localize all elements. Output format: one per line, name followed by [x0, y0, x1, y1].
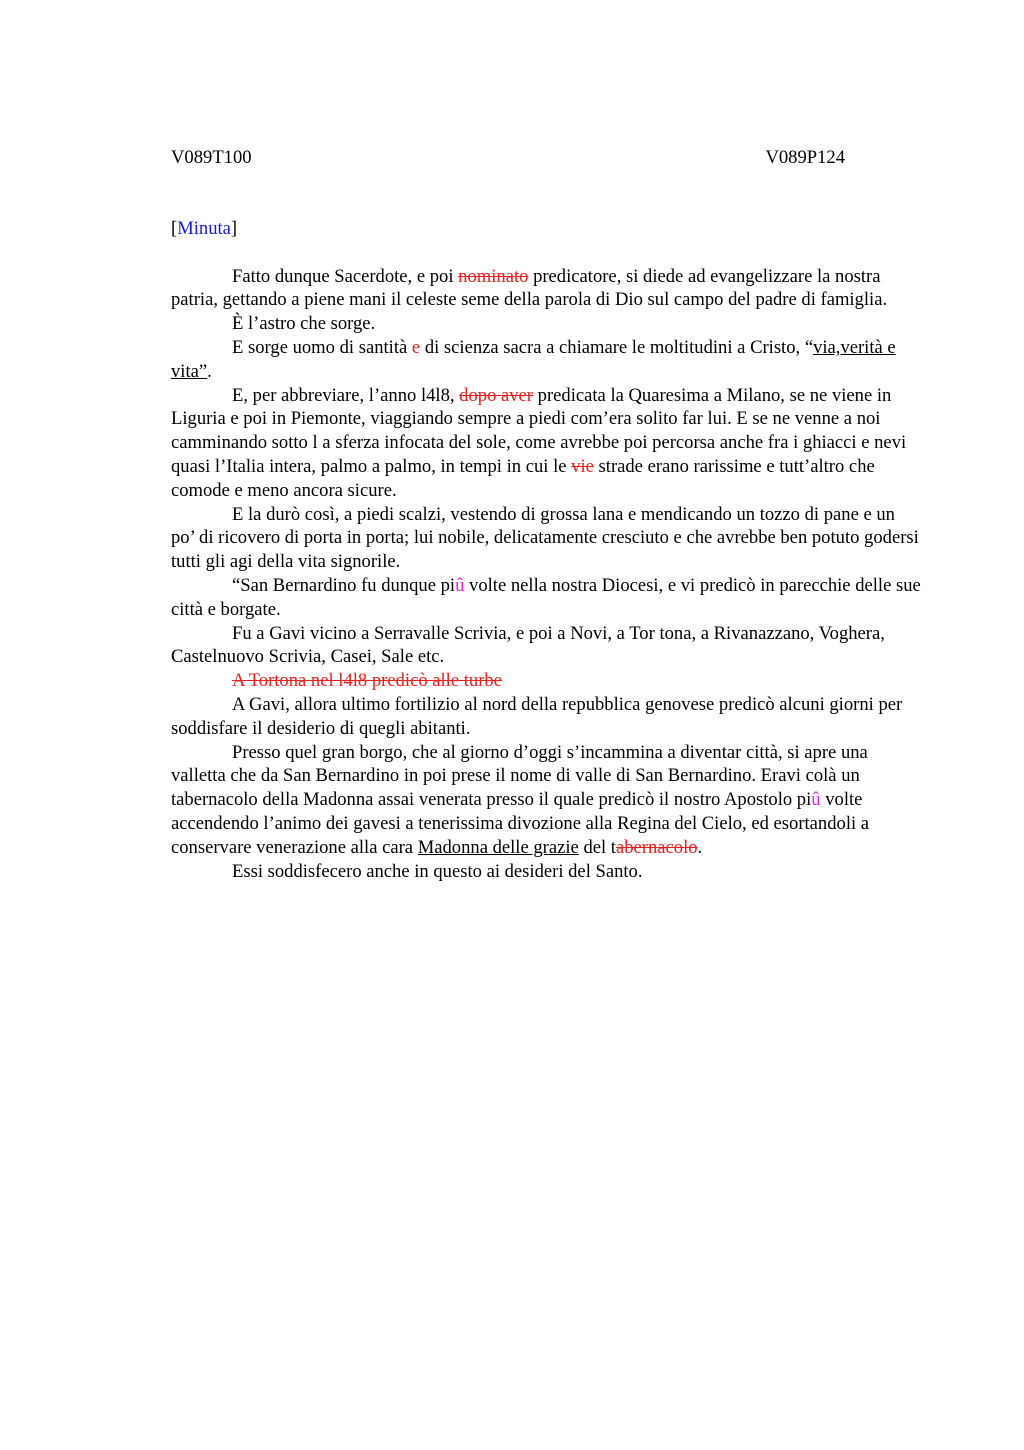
paragraph-5: E la durò così, a piedi scalzi, vestendo di grossa lana e mendicando un tozzo di pane e un po’ di ricovero di porta in porta; lui nobile, delicatamente cresciuto e che avrebbe ben potuto godersi tutti gli agi della vita signorile. — [171, 503, 919, 573]
deleted-text: abernacolo — [615, 836, 698, 858]
text-run: di scienza sacra a chiamare le moltitudini a Cristo, “ — [420, 336, 814, 358]
text-run: predicatore, si diede ad evangelizzare la nostra patria, gettando a piene mani il celeste seme della parola di Dio sul campo del padre di famiglia. — [171, 265, 888, 311]
underlined-text: via,verità e vita” — [171, 336, 896, 382]
marked-text: e — [411, 336, 421, 358]
text-run: E sorge uomo di santità — [232, 336, 412, 358]
corrected-letter: û — [811, 789, 821, 811]
deleted-text: A Tortona nel l4l8 predicò alle turbe — [232, 670, 502, 692]
paragraph-11: Essi soddisfecero anche in questo ai desideri del Santo. — [232, 860, 643, 882]
text-run: “San Bernardino fu dunque pi — [232, 574, 456, 596]
paragraph-9: A Gavi, allora ultimo fortilizio al nord della repubblica genovese predicò alcuni giorni per soddisfare il desiderio di quegli abitanti. — [171, 693, 903, 739]
label-open-bracket: [ — [171, 217, 178, 239]
corrected-letter: û — [455, 574, 465, 596]
text-run: . — [207, 360, 212, 382]
text-run: Fatto dunque Sacerdote, e poi — [232, 265, 459, 287]
paragraph-2: È l’astro che sorge. — [232, 313, 376, 335]
paragraph-4 — [171, 384, 923, 503]
text-run: volte accendendo l’animo dei gavesi a tenerissima divozione alla Regina del Cielo, ed esortandoli a conservare venerazione alla cara — [171, 789, 870, 858]
text-run: strade erano rarissime e tutt’altro che comode e meno ancora sicure. — [171, 455, 875, 501]
paragraph-6 — [171, 574, 923, 622]
document-body — [171, 265, 923, 884]
text-run: volte nella nostra Diocesi, e vi predicò in parecchie delle sue città e borgate. — [171, 574, 921, 620]
document-code-right: V089P124 — [765, 147, 845, 168]
document-code-left: V089T100 — [171, 147, 252, 168]
paragraph-10 — [171, 741, 923, 860]
label-text: Minuta — [177, 217, 231, 239]
paragraph-8 — [171, 669, 923, 693]
deleted-text: vie — [571, 455, 594, 477]
text-run: del t — [578, 836, 616, 858]
text-run: E, per abbreviare, l’anno l4l8, — [232, 384, 460, 406]
text-run: predicata la Quaresima a Milano, se ne viene in Liguria e poi in Piemonte, viaggiando sempre a piedi com’era solito far lui. E se ne venne a noi camminando sotto l a sferza infocata del sole, come avrebbe poi percorsa anche fra i ghiacci e nevi quasi l’Italia intera, palmo a palmo, in tempi in cui le — [171, 384, 907, 477]
document-page — [171, 146, 923, 883]
paragraph-7: Fu a Gavi vicino a Serravalle Scrivia, e poi a Novi, a Tor tona, a Rivanazzano, Voghera, Castelnuovo Scrivia, Casei, Sale etc. — [171, 622, 885, 668]
section-label — [171, 217, 923, 241]
underlined-text: Madonna delle grazie — [417, 836, 579, 858]
paragraph-1 — [171, 265, 923, 313]
deleted-text: nominato — [458, 265, 529, 287]
page-header — [171, 146, 845, 170]
deleted-text: dopo aver — [459, 384, 534, 406]
paragraph-3 — [171, 336, 923, 384]
text-run: Presso quel gran borgo, che al giorno d’oggi s’incammina a diventar città, si apre una valletta che da San Bernardino in poi prese il nome di valle di San Bernardino. Eravi colà un tabernacolo della Madonna assai venerata presso il quale predicò il nostro Apostolo pi — [171, 741, 868, 811]
text-run: . — [697, 836, 703, 858]
label-close-bracket: ] — [230, 217, 238, 239]
